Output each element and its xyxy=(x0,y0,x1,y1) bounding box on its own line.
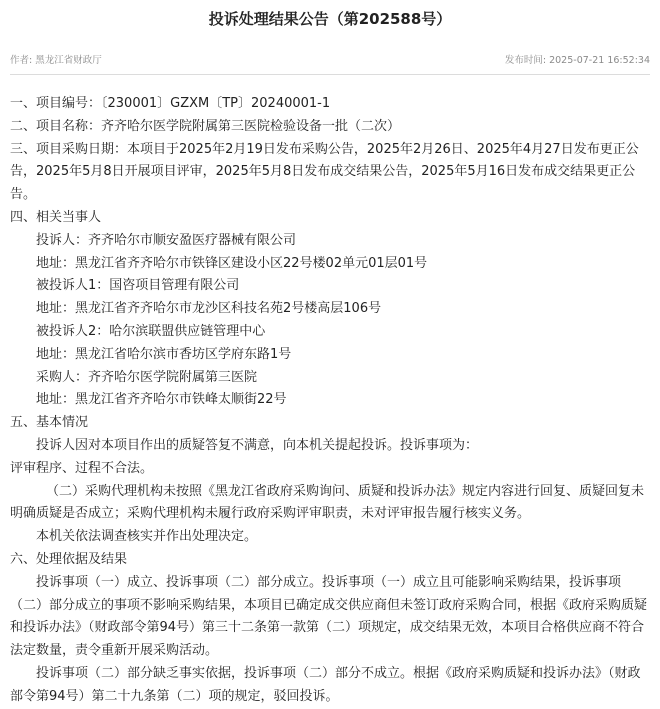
publish-time: 2025-07-21 16:52:34 xyxy=(549,55,650,66)
basic-complaint-item2: （二）采购代理机构未按照《黑龙江省政府采购询问、质疑和投诉办法》规定内容进行回复、质疑回复未明确质疑是否成立；采购代理机构未履行政府采购评审职责，未对评审报告履行核实义务。 xyxy=(10,483,645,522)
basic-complaint-item1: 评审程序、过程不合法。 xyxy=(10,460,154,476)
result-paragraph-1: 投诉事项（一）成立、投诉事项（二）部分成立。投诉事项（一）成立且可能影响采购结果，投诉事项（二）部分成立的事项不影响采购结果，本项目已确定成交供应商但未签订政府采购合同，根据《政府采购质疑和投诉办法》（财政部令第94号）第三十二条第一款第（二）项规定，成交结果无效，本项目合格供应商不符合法定数量，责令重新开展采购活动。 xyxy=(10,574,648,659)
result-paragraph-2: 投诉事项（二）部分缺乏事实依据，投诉事项（二）部分不成立。根据《政府采购质疑和投诉办法》（财政部令第94号）第二十九条第（二）项的规定，驳回投诉。 xyxy=(10,665,641,704)
complainant: 投诉人：齐齐哈尔市顺安盈医疗器械有限公司 xyxy=(36,232,297,248)
result-heading: 六、处理依据及结果 xyxy=(10,551,128,567)
respondent-2: 被投诉人2：哈尔滨联盟供应链管理中心 xyxy=(36,323,266,339)
project-name: 二、项目名称：齐齐哈尔医学院附属第三医院检验设备一批（二次） xyxy=(10,118,401,134)
procurement-dates: 三、项目采购日期：本项目于2025年2月19日发布采购公告，2025年2月26日、2025年4月27日发布更正公告，2025年5月8日开展项目评审，2025年5月8日发布成交结果公告，2025年5月16日发布成交结果更正公告。 xyxy=(10,141,639,203)
publish-time-info xyxy=(505,52,650,66)
respondent-2-address: 地址：黑龙江省哈尔滨市香坊区学府东路1号 xyxy=(36,346,292,362)
basic-complaint-intro: 投诉人因对本项目作出的质疑答复不满意，向本机关提起投诉。投诉事项为： xyxy=(36,437,479,453)
author-info xyxy=(10,52,102,66)
article-meta xyxy=(10,48,650,75)
parties-heading: 四、相关当事人 xyxy=(10,209,102,225)
basic-decision-note: 本机关依法调查核实并作出处理决定。 xyxy=(36,529,258,545)
article-body xyxy=(0,75,660,709)
basic-heading: 五、基本情况 xyxy=(10,415,89,431)
respondent-1: 被投诉人1：国咨项目管理有限公司 xyxy=(36,278,240,294)
publish-time-label: 发布时间: xyxy=(504,55,547,66)
complainant-address: 地址：黑龙江省齐齐哈尔市铁锋区建设小区22号楼02单元01层01号 xyxy=(36,255,428,271)
author-label: 作者: xyxy=(10,55,33,66)
purchaser-address: 地址：黑龙江省齐齐哈尔市铁峰太顺街22号 xyxy=(36,392,287,408)
respondent-1-address: 地址：黑龙江省齐齐哈尔市龙沙区科技名苑2号楼高层106号 xyxy=(36,301,382,317)
purchaser: 采购人：齐齐哈尔医学院附属第三医院 xyxy=(36,369,258,385)
author-name: 黑龙江省财政厅 xyxy=(35,55,102,66)
page-title: 投诉处理结果公告（第202588号） xyxy=(208,10,452,28)
project-number: 一、项目编号：〔230001〕GZXM〔TP〕20240001-1 xyxy=(10,96,331,111)
